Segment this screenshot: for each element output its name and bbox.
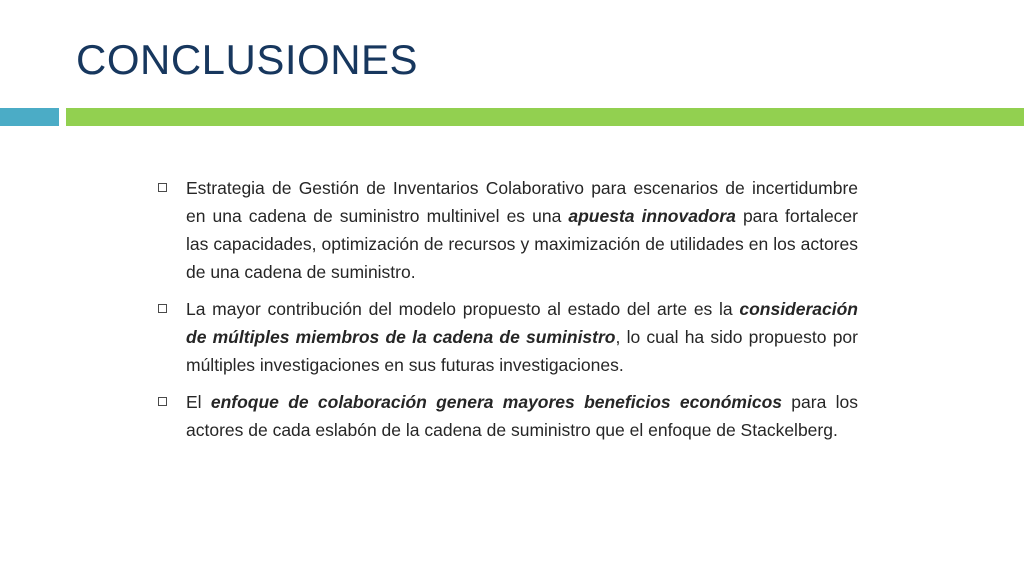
bullet-item bbox=[158, 174, 858, 286]
square-bullet-icon bbox=[158, 183, 167, 192]
bullet-list bbox=[158, 174, 858, 453]
accent-bar-green bbox=[66, 108, 1024, 126]
bullet-item bbox=[158, 388, 858, 444]
bullet-text: , lo cual ha sido propuesto por múltiples investigaciones en sus futuras investigaciones. bbox=[186, 327, 858, 375]
square-bullet-icon bbox=[158, 397, 167, 406]
slide-title: CONCLUSIONES bbox=[76, 36, 419, 83]
accent-bar-teal bbox=[0, 108, 59, 126]
square-bullet-icon bbox=[158, 304, 167, 313]
bullet-emphasis: consideración de múltiples miembros de la cadena de suministro bbox=[186, 299, 858, 347]
bullet-emphasis: enfoque de colaboración genera mayores beneficios económicos bbox=[210, 392, 783, 412]
bullet-item bbox=[158, 295, 858, 379]
bullet-text: Estrategia de Gestión de Inventarios Colaborativo para escenarios de incertidumbre en una cadena de suministro multinivel es una bbox=[186, 178, 858, 226]
bullet-emphasis: apuesta innovadora bbox=[568, 206, 736, 226]
bullet-text: para fortalecer las capacidades, optimización de recursos y maximización de utilidades en los actores de una cadena de suministro. bbox=[186, 206, 858, 282]
bullet-text: El bbox=[186, 392, 211, 412]
bullet-text: para los actores de cada eslabón de la cadena de suministro que el enfoque de Stackelberg. bbox=[186, 392, 858, 440]
bullet-text: La mayor contribución del modelo propuesto al estado del arte es la bbox=[186, 299, 740, 319]
